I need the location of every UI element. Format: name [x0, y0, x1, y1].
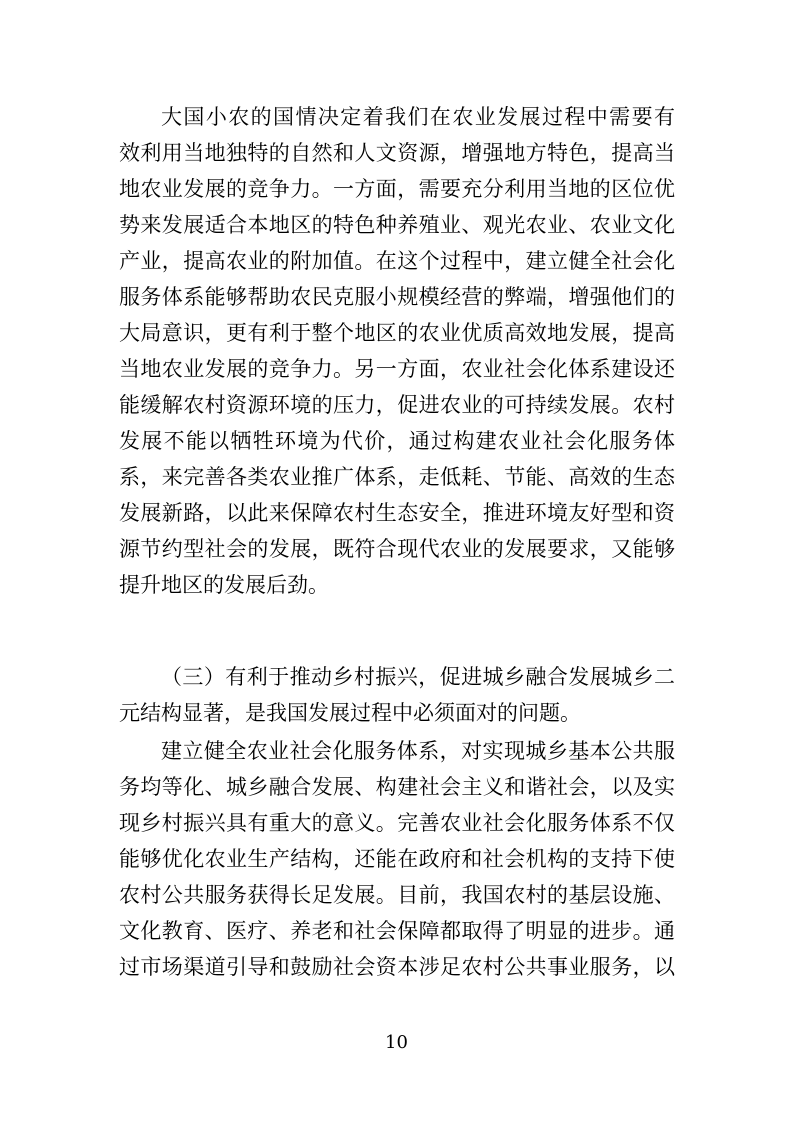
text-line: 农村公共服务获得长足发展。目前，我国农村的基层设施、	[119, 883, 675, 907]
text-line: 提升地区的发展后劲。	[119, 573, 329, 597]
text-line: 能缓解农村资源环境的压力，促进农业的可持续发展。农村	[119, 393, 675, 417]
text-line: 产业，提高农业的附加值。在这个过程中，建立健全社会化	[119, 249, 675, 273]
text-line: 效利用当地独特的自然和人文资源，增强地方特色，提高当	[119, 141, 675, 165]
text-line: 能够优化农业生产结构，还能在政府和社会机构的支持下使	[119, 847, 675, 871]
text-line: 务均等化、城乡融合发展、构建社会主义和谐社会，以及实	[119, 775, 675, 799]
text-line: 当地农业发展的竞争力。另一方面，农业社会化体系建设还	[119, 357, 675, 381]
text-line: 建立健全农业社会化服务体系，对实现城乡基本公共服	[161, 739, 675, 763]
text-line: 发展新路，以此来保障农村生态安全，推进环境友好型和资	[119, 501, 675, 525]
text-line: 过市场渠道引导和鼓励社会资本涉足农村公共事业服务，以	[119, 955, 675, 979]
text-line: 发展不能以牺牲环境为代价，通过构建农业社会化服务体	[119, 429, 675, 453]
text-line: 势来发展适合本地区的特色种养殖业、观光农业、农业文化	[119, 213, 675, 237]
text-line: 地农业发展的竞争力。一方面，需要充分利用当地的区位优	[119, 177, 675, 201]
text-line: 大局意识，更有利于整个地区的农业优质高效地发展，提高	[119, 321, 675, 345]
text-line: 源节约型社会的发展，既符合现代农业的发展要求，又能够	[119, 537, 675, 561]
text-line: 大国小农的国情决定着我们在农业发展过程中需要有	[161, 105, 675, 129]
text-line: 服务体系能够帮助农民克服小规模经营的弊端，增强他们的	[119, 285, 675, 309]
text-line: 系，来完善各类农业推广体系，走低耗、节能、高效的生态	[119, 465, 675, 489]
heading-line: 元结构显著，是我国发展过程中必须面对的问题。	[119, 701, 581, 725]
text-line: 现乡村振兴具有重大的意义。完善农业社会化服务体系不仅	[119, 811, 675, 835]
text-line: 文化教育、医疗、养老和社会保障都取得了明显的进步。通	[119, 919, 675, 943]
page-number: 10	[385, 1032, 408, 1053]
heading-line: （三）有利于推动乡村振兴，促进城乡融合发展城乡二	[161, 665, 675, 689]
